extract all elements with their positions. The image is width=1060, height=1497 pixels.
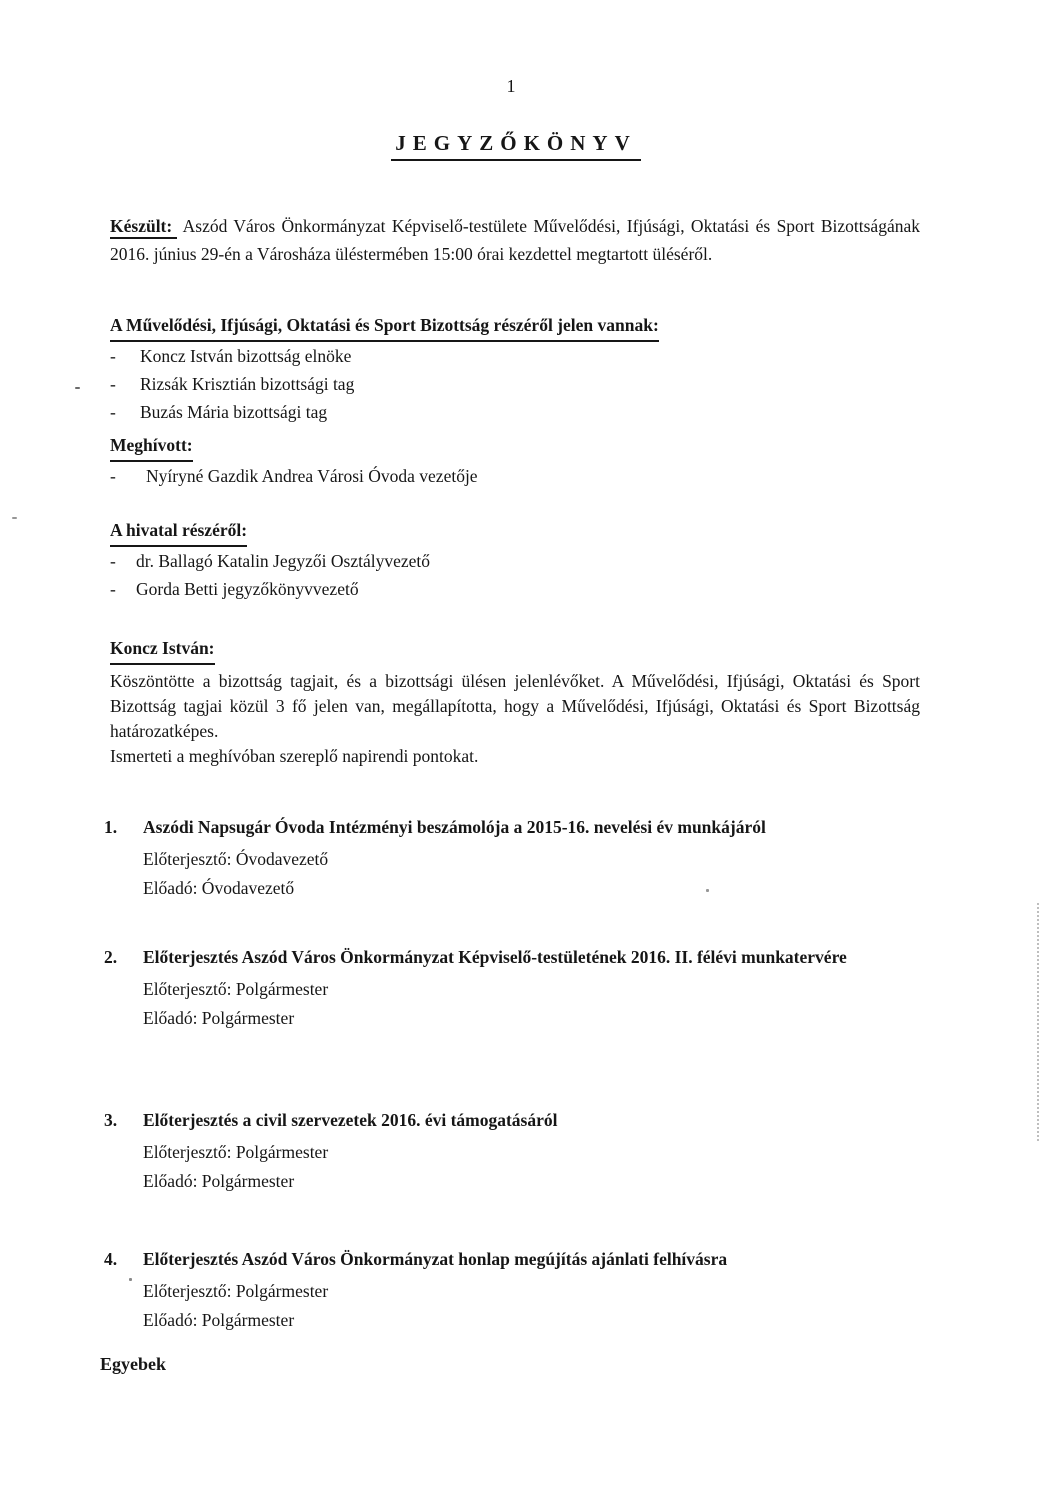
agenda-presenter: Előterjesztő: Polgármester bbox=[143, 979, 329, 999]
attendee-item bbox=[110, 370, 920, 398]
document-title: JEGYZŐKÖNYV bbox=[391, 131, 641, 161]
agenda-title: Aszódi Napsugár Óvoda Intézményi beszámolója a 2015-16. nevelési év munkájáról bbox=[143, 817, 766, 837]
agenda-item-2 bbox=[104, 942, 920, 1033]
scan-artifact-speck bbox=[75, 387, 80, 389]
intro-text: Aszód Város Önkormányzat Képviselő-testülete Művelődési, Ifjúsági, Oktatási és Sport Bizottságának 2016. június 29-én a Városháza üléstermében 15:00 órai kezdettel megtartott üléséről. bbox=[110, 216, 920, 264]
speech-paragraph bbox=[110, 669, 920, 744]
scan-artifact-dotted-line bbox=[1037, 903, 1039, 1141]
agenda-number: 4. bbox=[104, 1249, 118, 1269]
agenda-speaker: Előadó: Polgármester bbox=[143, 1171, 295, 1191]
dash-bullet: - bbox=[110, 374, 116, 394]
invited-name: Nyíryné Gazdik Andrea Városi Óvoda vezetője bbox=[146, 466, 478, 486]
speech-section bbox=[110, 634, 920, 769]
agenda-number: 2. bbox=[104, 947, 118, 967]
invited-section bbox=[110, 431, 920, 490]
agenda-item-1 bbox=[104, 812, 920, 903]
agenda-speaker: Előadó: Polgármester bbox=[143, 1008, 295, 1028]
scan-artifact-speck bbox=[12, 517, 17, 519]
office-item bbox=[110, 547, 920, 575]
speaker-heading: Koncz István: bbox=[110, 634, 215, 665]
agenda-number: 3. bbox=[104, 1110, 118, 1130]
office-member-name: dr. Ballagó Katalin Jegyzői Osztályvezető bbox=[136, 551, 431, 571]
page-number: 1 bbox=[506, 76, 516, 96]
agenda-presenter: Előterjesztő: Polgármester bbox=[143, 1281, 329, 1301]
attendee-item bbox=[110, 342, 920, 370]
dash-bullet: - bbox=[110, 402, 116, 422]
attendee-name: Rizsák Krisztián bizottsági tag bbox=[140, 374, 355, 394]
dash-bullet: - bbox=[110, 579, 116, 599]
dash-bullet: - bbox=[110, 466, 116, 486]
dash-bullet: - bbox=[110, 551, 116, 571]
agenda-number: 1. bbox=[104, 817, 118, 837]
document-title-wrap bbox=[0, 131, 1032, 161]
dash-bullet: - bbox=[110, 346, 116, 366]
agenda-presenter: Előterjesztő: Polgármester bbox=[143, 1142, 329, 1162]
agenda-speaker: Előadó: Óvodavezető bbox=[143, 878, 295, 898]
attendee-name: Buzás Mária bizottsági tag bbox=[140, 402, 328, 422]
attendee-name: Koncz István bizottság elnöke bbox=[140, 346, 352, 366]
agenda-item-4 bbox=[104, 1244, 920, 1335]
office-member-name: Gorda Betti jegyzőkönyvvezető bbox=[136, 579, 359, 599]
intro-label: Készült: bbox=[110, 216, 177, 239]
scan-artifact-speck bbox=[129, 1278, 132, 1281]
agenda-title: Előterjesztés Aszód Város Önkormányzat Képviselő-testületének 2016. II. félévi munkatervére bbox=[143, 947, 847, 967]
agenda-presenter: Előterjesztő: Óvodavezető bbox=[143, 849, 329, 869]
office-section bbox=[110, 516, 920, 603]
invited-heading: Meghívott: bbox=[110, 431, 193, 462]
attendees-heading: A Művelődési, Ifjúsági, Oktatási és Sport Bizottság részéről jelen vannak: bbox=[110, 311, 659, 342]
agenda-speaker: Előadó: Polgármester bbox=[143, 1310, 295, 1330]
attendee-item bbox=[110, 398, 920, 426]
speech-text: Köszöntötte a bizottság tagjait, és a bizottsági ülésen jelenlévőket. A Művelődési, Ifjúsági, Oktatási és Sport Bizottság tagjai közül 3 fő jelen van, megállapította, hogy a Művelődési, Ifjúsági, Oktatási és Sport Bizottság határozatképes. bbox=[110, 671, 920, 741]
office-item bbox=[110, 575, 920, 603]
scan-artifact-speck bbox=[706, 889, 709, 892]
speech-note: Ismerteti a meghívóban szereplő napirendi pontokat. bbox=[110, 746, 479, 766]
office-heading: A hivatal részéről: bbox=[110, 516, 247, 547]
agenda-title: Előterjesztés Aszód Város Önkormányzat honlap megújítás ajánlati felhívásra bbox=[143, 1249, 728, 1269]
other-business-label: Egyebek bbox=[100, 1354, 167, 1374]
attendees-section bbox=[110, 311, 920, 426]
invited-item bbox=[110, 462, 920, 490]
agenda-item-3 bbox=[104, 1105, 920, 1196]
intro-paragraph bbox=[110, 212, 920, 268]
agenda-title: Előterjesztés a civil szervezetek 2016. évi támogatásáról bbox=[143, 1110, 558, 1130]
